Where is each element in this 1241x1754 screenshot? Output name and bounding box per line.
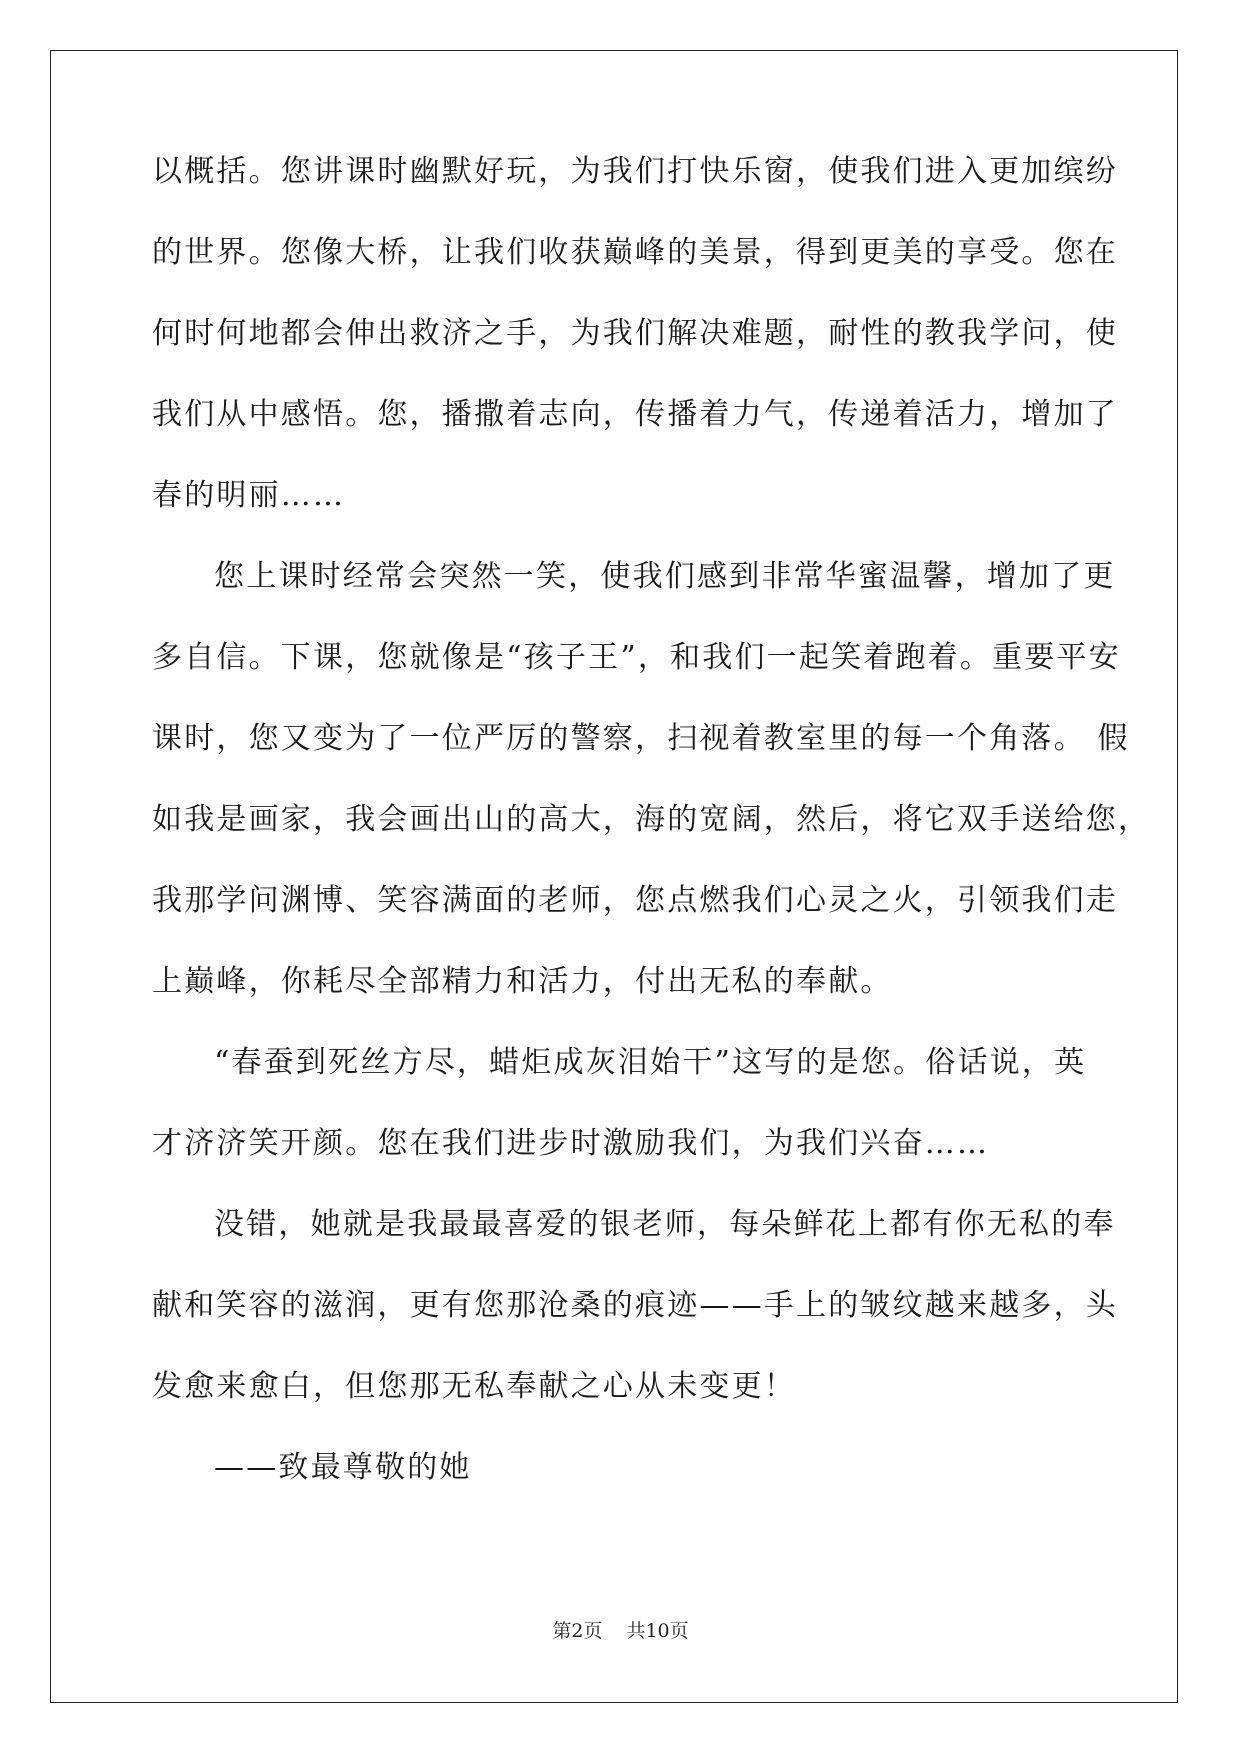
text-line: 课时，您又变为了一位严厉的警察，扫视着教室里的每一个角落。 假	[152, 721, 1130, 756]
page-footer	[0, 1620, 1241, 1642]
page-number: 第2页	[552, 1620, 603, 1642]
document-body	[152, 154, 1151, 1532]
text-line: 春的明丽……	[152, 478, 346, 513]
signature-line: ——致最尊敬的她	[214, 1450, 472, 1485]
text-line: 我们从中感悟。您，播撒着志向，传播着力气，传递着活力，增加了	[152, 397, 1118, 432]
text-line: 何时何地都会伸出救济之手，为我们解决难题，耐性的教我学问，使	[152, 316, 1118, 351]
paragraph-start-line: 您上课时经常会突然一笑，使我们感到非常华蜜温馨，增加了更	[214, 559, 1116, 594]
page-total: 共10页	[626, 1620, 689, 1642]
text-line: 发愈来愈白，但您那无私奉献之心从未变更！	[152, 1369, 796, 1404]
paragraph-start-line: “春蚕到死丝方尽，蜡炬成灰泪始干”这写的是您。俗话说，英	[214, 1045, 1087, 1080]
text-line: 以概括。您讲课时幽默好玩，为我们打快乐窗，使我们进入更加缤纷	[152, 154, 1118, 189]
text-line: 的世界。您像大桥，让我们收获巅峰的美景，得到更美的享受。您在	[152, 235, 1118, 270]
text-line: 献和笑容的滋润，更有您那沧桑的痕迹——手上的皱纹越来越多，头	[152, 1288, 1118, 1323]
text-line: 多自信。下课，您就像是“孩子王”，和我们一起笑着跑着。重要平安	[152, 640, 1121, 675]
text-line: 才济济笑开颜。您在我们进步时激励我们，为我们兴奋……	[152, 1126, 990, 1161]
paragraph-start-line: 没错，她就是我最最喜爱的银老师，每朵鲜花上都有你无私的奉	[214, 1207, 1116, 1242]
text-line: 上巅峰，你耗尽全部精力和活力，付出无私的奉献。	[152, 964, 893, 999]
text-line: 我那学问渊博、笑容满面的老师，您点燃我们心灵之火，引领我们走	[152, 883, 1118, 918]
text-line: 如我是画家，我会画出山的高大，海的宽阔，然后，将它双手送给您，	[152, 802, 1151, 837]
